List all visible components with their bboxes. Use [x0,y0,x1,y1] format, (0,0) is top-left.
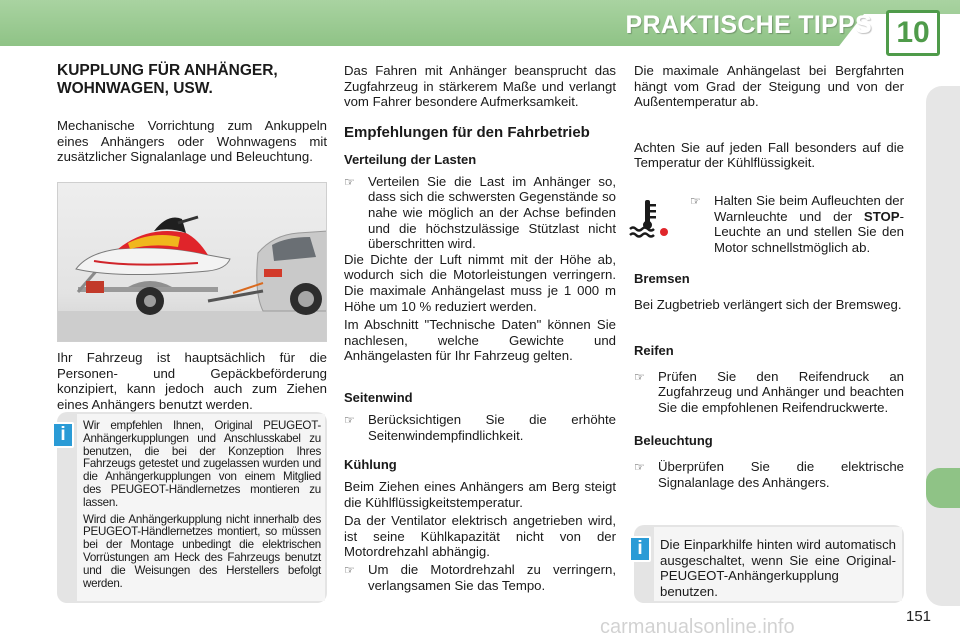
watermark: carmanualsonline.info [600,616,795,638]
info-box-left [57,412,327,603]
technical-data-paragraph: Im Abschnitt "Technische Daten" können Sie nachlesen, welche Gewichte und Anhängelasten für Ihr Fahrzeug gelten. [344,317,616,364]
crosswind-bullet: ☞ Berücksichtigen Sie die erhöhte Seitenwindempfindlichkeit. [344,411,616,443]
page-title: PRAKTISCHE TIPPS [625,11,872,39]
chapter-number-badge: 10 [886,10,940,56]
cooling-paragraph-2: Da der Ventilator elektrisch angetrieben wird, ist seine Kühlkapazität nicht von der Motordrehzahl abhängig. [344,513,616,560]
lighting-bullet: ☞ Überprüfen Sie die elektrische Signalanlage des Anhängers. [634,459,904,490]
column-left-after-photo [57,350,327,412]
brakes-paragraph: Bei Zugbetrieb verlängert sich der Bremsweg. [634,297,902,312]
info-icon: i [52,422,74,448]
info-box-right-text: Die Einparkhilfe hinten wird automatisch ausgeschaltet, wenn Sie eine Original-PEUGEOT-Anhängerkupplung benutzen. [660,537,896,599]
load-distribution-title: Verteilung der Lasten [344,151,477,167]
pointing-hand-icon: ☞ [634,369,645,384]
cooling-bullet: ☞ Um die Motordrehzahl zu verringern, verlangsamen Sie das Tempo. [344,562,616,593]
coolant-temperature-paragraph: Achten Sie auf jeden Fall besonders auf die Temperatur der Kühlflüssigkeit. [634,139,904,171]
uphill-load-paragraph: Die maximale Anhängelast bei Bergfahrten hängt vom Grad der Steigung und von der Außentemperatur ab. [634,63,904,110]
tyres-bullet: ☞ Prüfen Sie den Reifendruck an Zugfahrzeug und Anhänger und beachten Sie die empfohlenen Reifendruckwerte. [634,368,904,415]
pointing-hand-icon: ☞ [690,194,701,208]
info-box-right [634,525,904,603]
crosswind-title: Seitenwind [344,389,413,405]
column-middle [344,63,616,593]
brakes-title: Bremsen [634,271,690,286]
driving-recommendations-title: Empfehlungen für den Fahrbetrieb [344,123,590,141]
pointing-hand-icon: ☞ [344,412,355,427]
trailer-jetski-photo [57,182,327,342]
chapter-tab-marker[interactable] [926,468,960,508]
page-number: 151 [906,608,932,625]
info-icon: i [629,536,651,562]
pointing-hand-icon: ☞ [344,174,355,189]
air-density-paragraph: Die Dichte der Luft nimmt mit der Höhe ab, wodurch sich die Motorleistungen verringern. Die maximale Anhängelast muss je 1 000 m Höhe um 10 % reduziert werden. [344,251,616,314]
coolant-temperature-warning-icon [626,196,670,240]
column-right [634,63,904,171]
vehicle-usage-paragraph: Ihr Fahrzeug ist hauptsächlich für die Personen- und Gepäckbeförderung konzipiert, kann jedoch auch zum Ziehen eines Anhängers benutzt werden. [57,350,327,412]
info-box-left-text: Wir empfehlen Ihnen, Original PEUGEOT-Anhängerkupplungen und Anschlusskabel zu benutzen, die bei der Konzeption Ihres Fahrzeugs getestet und zugelassen wurden und die Anhängerkupplungen von einem Mitglied des PEUGEOT-Händlernetzes montieren zu lassen. Wird die Anhängerkupplung nicht innerhalb des PEUGEOT-Händlernetzes montiert, so müssen bei der Montage unbedingt die elektrischen Vorrüstungen am Heck des Fahrzeugs benutzt und die Weisungen des Herstellers befolgt werden. [83,419,321,590]
lighting-title: Beleuchtung [634,433,713,449]
side-rail [926,86,960,606]
towing-intro: Das Fahren mit Anhänger beansprucht das Zugfahrzeug in stärkerem Maße und verlangt vom Fahrer besondere Aufmerksamkeit. [344,63,616,110]
column-right-lower [634,271,904,491]
tyres-title: Reifen [634,342,674,358]
load-bullet: ☞ Verteilen Sie die Last im Anhänger so, dass sich die schwersten Gegenstände so nahe wie möglich an der Achse befinden und die höchstzulässige Stützlast nicht überschritten wird. [344,173,616,252]
section-title: KUPPLUNG FÜR ANHÄNGER, WOHNWAGEN, USW. [57,62,278,97]
warning-bullet: ☞ Halten Sie beim Aufleuchten der Warnleuchte und der STOP-Leuchte an und stellen Sie den Motor schnellstmöglich ab. [690,193,904,255]
cooling-title: Kühlung [344,457,397,473]
intro-paragraph: Mechanische Vorrichtung zum Ankuppeln eines Anhängers oder Wohnwagens mit zusätzlicher Signalanlage und Beleuchtung. [57,118,327,165]
trailer-illustration [58,183,327,342]
pointing-hand-icon: ☞ [634,460,645,475]
column-left [57,62,327,165]
pointing-hand-icon: ☞ [344,563,355,578]
stop-label: STOP [863,208,900,224]
warning-light-block [690,193,904,255]
cooling-paragraph-1: Beim Ziehen eines Anhängers am Berg steigt die Kühlflüssigkeitstemperatur. [344,479,616,510]
